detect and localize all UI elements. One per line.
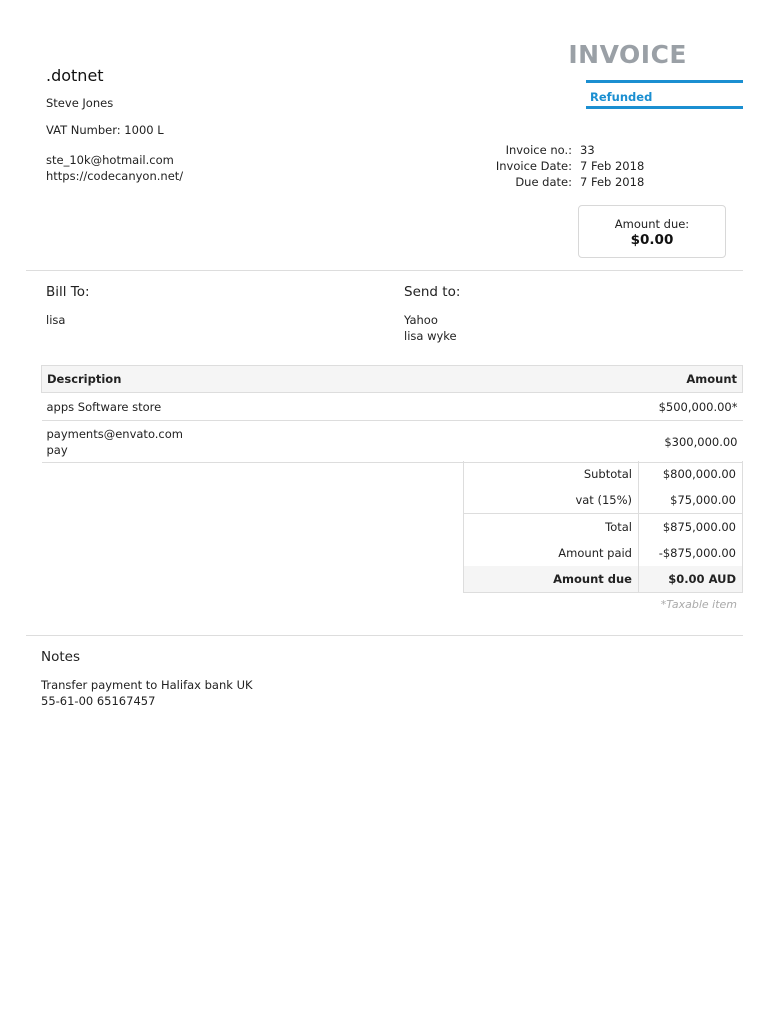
- vat-number: VAT Number: 1000 L: [46, 123, 164, 137]
- taxable-item-note: *Taxable item: [660, 598, 737, 611]
- notes-line: Transfer payment to Halifax bank UK: [41, 678, 253, 692]
- due-date-label: Due date:: [515, 175, 572, 189]
- totals-table: [463, 461, 743, 593]
- status-badge: [586, 80, 743, 109]
- company-name: .dotnet: [46, 66, 104, 85]
- table-header-row: [42, 366, 743, 393]
- notes-body: [41, 677, 253, 709]
- send-to-line: Yahoo: [404, 313, 438, 327]
- notes-line: 55-61-00 65167457: [41, 694, 156, 708]
- total-value: $875,000.00: [639, 514, 743, 541]
- amount-due-box: [578, 205, 726, 258]
- invoice-title: INVOICE: [568, 40, 687, 69]
- subtotal-value: $800,000.00: [639, 461, 743, 487]
- vat-value: $75,000.00: [639, 487, 743, 514]
- send-to-address: [404, 312, 457, 344]
- item-description: [42, 421, 478, 463]
- invoice-no-label: Invoice no.:: [505, 143, 572, 157]
- item-description-line: pay: [46, 442, 68, 457]
- subtotal-label: Subtotal: [464, 461, 639, 487]
- item-description-line: apps Software store: [46, 399, 162, 414]
- bill-to-heading: Bill To:: [46, 284, 90, 300]
- item-amount: $300,000.00: [478, 421, 743, 463]
- divider: [26, 270, 743, 271]
- column-header-amount: Amount: [478, 366, 743, 393]
- invoice-date-value: 7 Feb 2018: [580, 159, 645, 173]
- send-to-line: lisa wyke: [404, 329, 457, 343]
- notes-heading: Notes: [41, 649, 80, 665]
- item-amount: $500,000.00*: [478, 393, 743, 421]
- amount-paid-value: -$875,000.00: [639, 540, 743, 566]
- due-date-value: 7 Feb 2018: [580, 175, 645, 189]
- amount-due-total-label: Amount due: [464, 566, 639, 593]
- totals-row-vat: [464, 487, 743, 514]
- sender-name: Steve Jones: [46, 96, 114, 110]
- totals-row-amount-due: [464, 566, 743, 593]
- send-to-heading: Send to:: [404, 284, 461, 300]
- totals-row-total: [464, 514, 743, 541]
- bill-to-line: lisa: [46, 313, 66, 327]
- amount-due-label: Amount due:: [614, 217, 690, 231]
- amount-due-total-value: $0.00 AUD: [639, 566, 743, 593]
- sender-email[interactable]: ste_10k@hotmail.com: [46, 153, 174, 167]
- bill-to-address: [46, 312, 65, 328]
- table-row: [42, 421, 743, 463]
- item-description: [42, 393, 478, 421]
- total-label: Total: [464, 514, 639, 541]
- item-description-line: payments@envato.com: [46, 426, 183, 441]
- line-items-table: [41, 365, 743, 463]
- status-label: Refunded: [590, 90, 653, 104]
- invoice-no-value: 33: [580, 143, 595, 157]
- invoice-date-label: Invoice Date:: [495, 159, 572, 173]
- table-row: [42, 393, 743, 421]
- vat-label: vat (15%): [464, 487, 639, 514]
- amount-paid-label: Amount paid: [464, 540, 639, 566]
- column-header-description: Description: [42, 366, 478, 393]
- divider: [26, 635, 743, 636]
- totals-row-subtotal: [464, 461, 743, 487]
- totals-row-amount-paid: [464, 540, 743, 566]
- sender-website[interactable]: https://codecanyon.net/: [46, 169, 184, 183]
- amount-due-value: $0.00: [630, 232, 674, 248]
